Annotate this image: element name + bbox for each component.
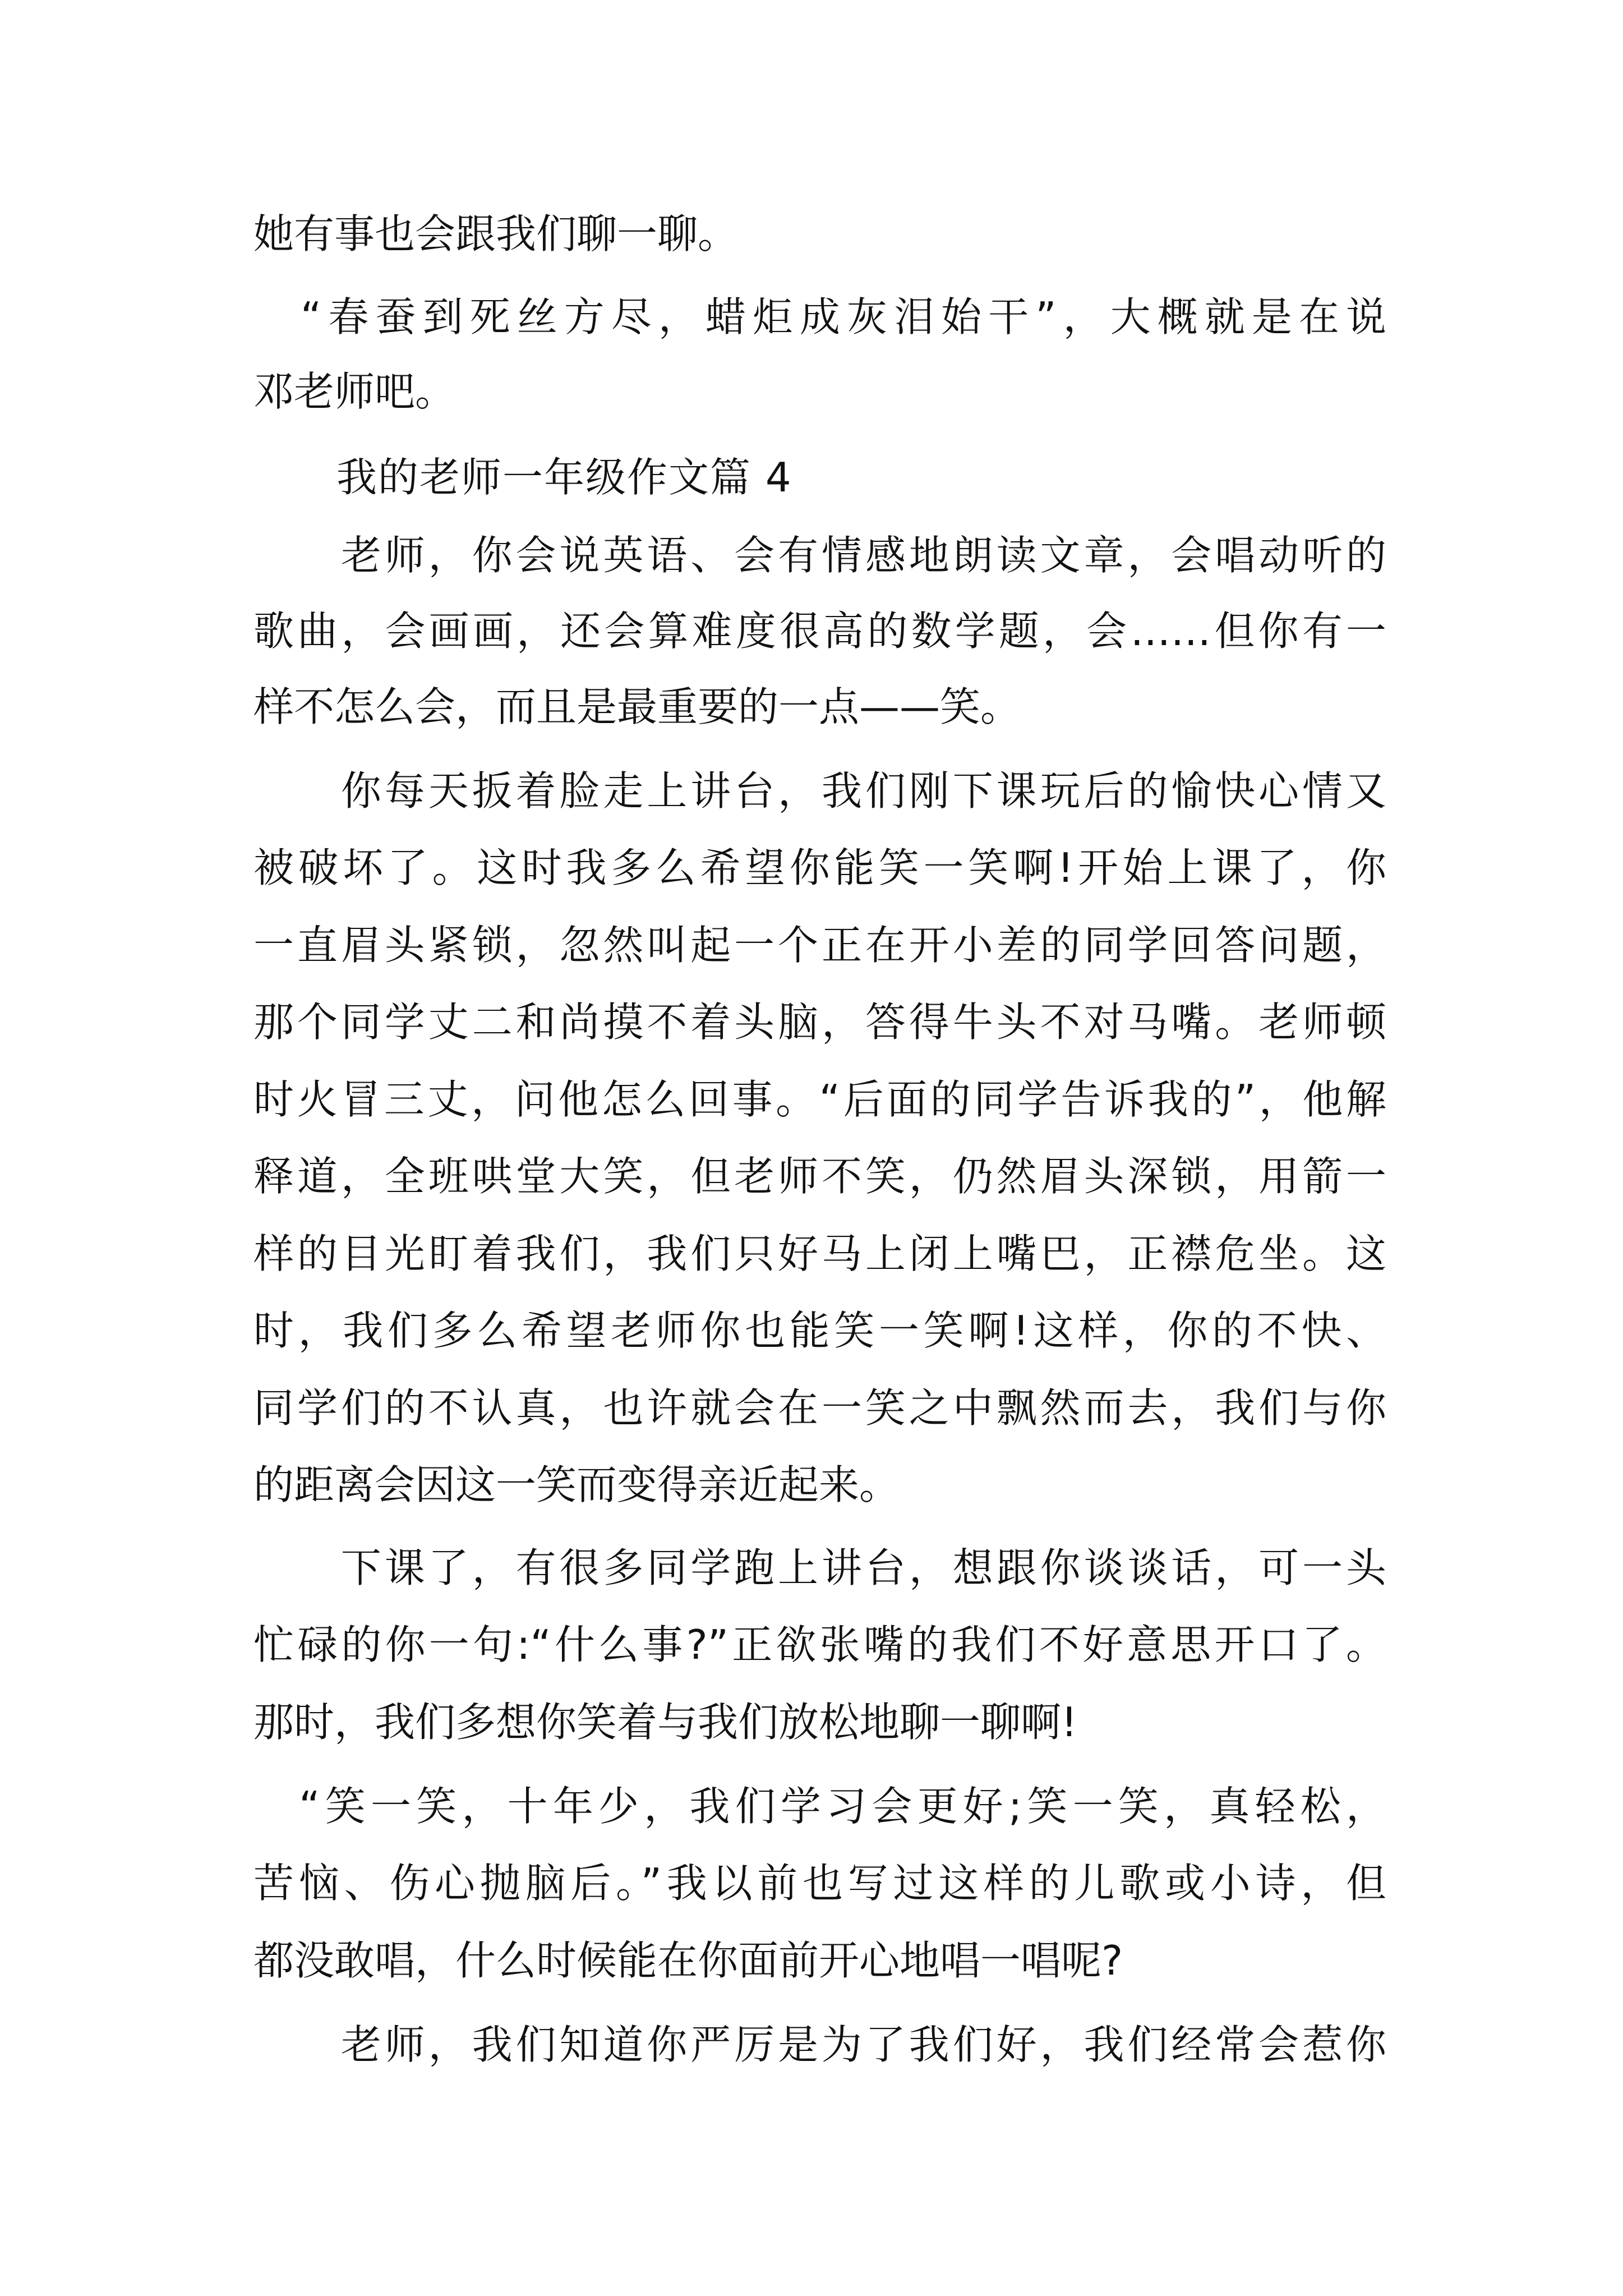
text-line: 老师，我们知道你严厉是为了我们好，我们经常会惹你 <box>253 2021 1386 2068</box>
text-line: 那个同学丈二和尚摸不着头脑，答得牛头不对马嘴。老师顿 <box>253 999 1386 1046</box>
text-line: 同学们的不认真，也许就会在一笑之中飘然而去，我们与你 <box>253 1384 1386 1432</box>
text-line: 一直眉头紧锁，忽然叫起一个正在开小差的同学回答问题， <box>253 922 1386 969</box>
text-line: 时火冒三丈，问他怎么回事。“后面的同学告诉我的”，他解 <box>253 1076 1386 1123</box>
text-line: 她有事也会跟我们聊一聊。 <box>253 210 739 257</box>
section-heading: 我的老师一年级作文篇 4 <box>253 454 792 501</box>
text-line: 时，我们多么希望老师你也能笑一笑啊!这样，你的不快、 <box>253 1307 1386 1354</box>
text-line: 歌曲，会画画，还会算难度很高的数学题，会……但你有一 <box>253 608 1386 655</box>
text-line: 释道，全班哄堂大笑，但老师不笑，仍然眉头深锁，用箭一 <box>253 1153 1386 1200</box>
text-line: 都没敢唱，什么时候能在你面前开心地唱一唱呢? <box>253 1937 1123 1984</box>
text-line: 老师，你会说英语、会有情感地朗读文章，会唱动听的 <box>253 532 1386 579</box>
text-line: 样的目光盯着我们，我们只好马上闭上嘴巴，正襟危坐。这 <box>253 1230 1386 1277</box>
text-line: 苦恼、伤心抛脑后。”我以前也写过这样的儿歌或小诗，但 <box>253 1860 1386 1907</box>
text-line: 被破坏了。这时我多么希望你能笑一笑啊!开始上课了，你 <box>253 844 1386 891</box>
text-line: 忙碌的你一句:“什么事?”正欲张嘴的我们不好意思开口了。 <box>253 1621 1386 1668</box>
text-line: 邓老师吧。 <box>253 368 456 415</box>
text-line: “春蚕到死丝方尽，蜡炬成灰泪始干”，大概就是在说 <box>253 293 1386 341</box>
text-line: 你每天扳着脸走上讲台，我们刚下课玩后的愉快心情又 <box>253 767 1386 815</box>
text-line: “笑一笑，十年少，我们学习会更好;笑一笑，真轻松， <box>253 1783 1386 1830</box>
text-line: 的距离会因这一笑而变得亲近起来。 <box>253 1461 900 1508</box>
text-line: 下课了，有很多同学跑上讲台，想跟你谈谈话，可一头 <box>253 1544 1386 1591</box>
text-line: 样不怎么会，而且是最重要的一点——笑。 <box>253 683 1021 730</box>
text-line: 那时，我们多想你笑着与我们放松地聊一聊啊! <box>253 1699 1077 1746</box>
